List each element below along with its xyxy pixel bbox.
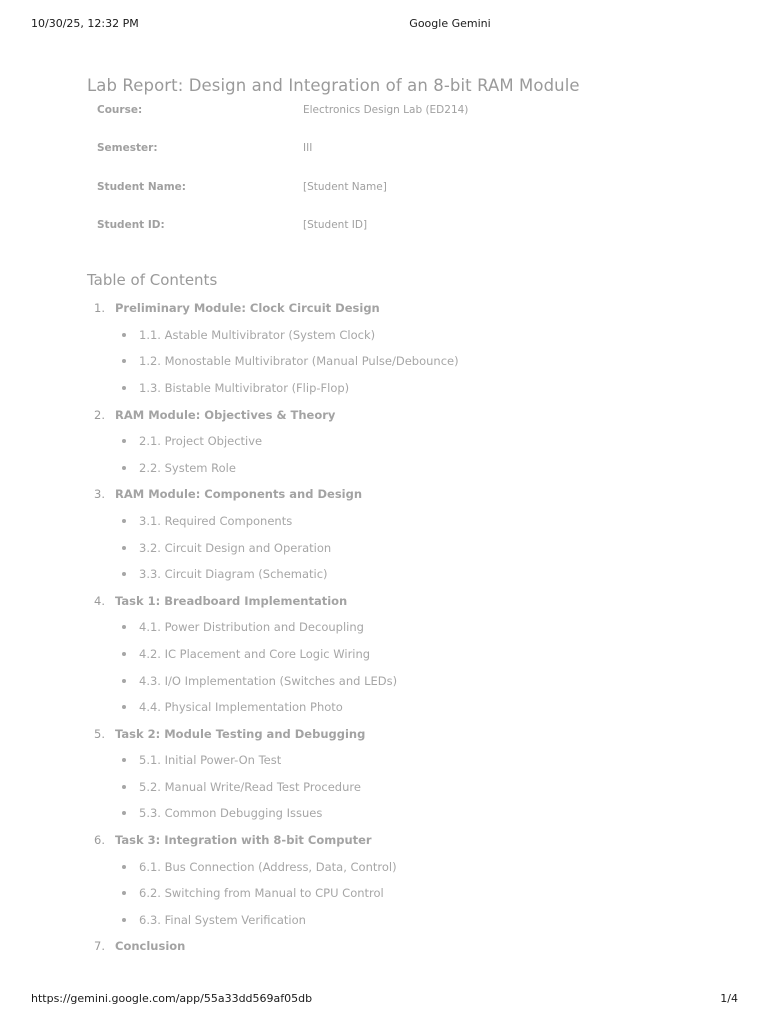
- toc-subitem: [115, 508, 727, 535]
- toc-number: 4.: [94, 593, 105, 608]
- meta-key: Student ID:: [97, 218, 165, 231]
- print-header: [0, 17, 768, 33]
- toc-subitem: [115, 561, 727, 588]
- bullet-icon: [122, 705, 126, 709]
- toc-section-label: Preliminary Module: Clock Circuit Design: [115, 301, 380, 316]
- document-title: Lab Report: Design and Integration of an 8-bit RAM Module: [87, 76, 580, 95]
- toc-subitem: [115, 854, 727, 881]
- toc-section-label: RAM Module: Objectives & Theory: [115, 407, 336, 422]
- meta-value: [Student ID]: [303, 218, 368, 231]
- meta-row-course: [97, 104, 468, 142]
- bullet-icon: [122, 439, 126, 443]
- toc-number: 5.: [94, 726, 105, 741]
- toc-subitem: [115, 907, 727, 934]
- toc-sublist: [115, 508, 727, 588]
- toc-subitem: [115, 455, 727, 482]
- toc-sublist: [115, 322, 727, 402]
- toc-sublist: [115, 854, 727, 934]
- toc-sublist: [115, 747, 727, 827]
- toc-subitem: [115, 800, 727, 827]
- bullet-icon: [122, 546, 126, 550]
- toc-item: [87, 721, 727, 827]
- toc-subitem-label: 6.1. Bus Connection (Address, Data, Control): [139, 859, 397, 874]
- toc-subitem: [115, 614, 727, 641]
- meta-value: III: [303, 142, 313, 155]
- toc-item: [87, 402, 727, 482]
- bullet-icon: [122, 758, 126, 762]
- report-meta-table: [97, 104, 468, 257]
- toc-number: 1.: [94, 301, 105, 316]
- toc-subitem-label: 1.1. Astable Multivibrator (System Clock): [139, 327, 376, 342]
- toc-subitem: [115, 348, 727, 375]
- bullet-icon: [122, 359, 126, 363]
- toc-subitem-label: 4.4. Physical Implementation Photo: [139, 700, 343, 715]
- meta-row-student-name: [97, 181, 468, 219]
- toc-item: [87, 933, 727, 960]
- meta-row-student-id: [97, 219, 468, 257]
- toc-section-label: Task 3: Integration with 8-bit Computer: [115, 833, 372, 848]
- toc-subitem-label: 5.2. Manual Write/Read Test Procedure: [139, 779, 361, 794]
- meta-key: Course:: [97, 104, 143, 116]
- bullet-icon: [122, 811, 126, 815]
- bullet-icon: [122, 652, 126, 656]
- toc-subitem-label: 3.2. Circuit Design and Operation: [139, 540, 332, 555]
- meta-row-semester: [97, 142, 468, 180]
- print-url: https://gemini.google.com/app/55a33dd569af05db: [31, 992, 313, 1005]
- toc-number: 3.: [94, 487, 105, 502]
- toc-subitem: [115, 322, 727, 349]
- toc-subitem: [115, 880, 727, 907]
- toc-number: 6.: [94, 833, 105, 848]
- toc-subitem: [115, 694, 727, 721]
- toc-item: [87, 588, 727, 721]
- toc-subitem-label: 4.3. I/O Implementation (Switches and LEDs): [139, 673, 398, 688]
- toc-item: [87, 827, 727, 933]
- toc-subitem: [115, 375, 727, 402]
- table-of-contents: [87, 295, 727, 960]
- toc-subitem: [115, 668, 727, 695]
- bullet-icon: [122, 625, 126, 629]
- toc-subitem-label: 6.3. Final System Verification: [139, 912, 306, 927]
- toc-subitem: [115, 774, 727, 801]
- toc-number: 2.: [94, 407, 105, 422]
- toc-subitem: [115, 428, 727, 455]
- meta-key: Student Name:: [97, 180, 186, 193]
- toc-subitem-label: 4.2. IC Placement and Core Logic Wiring: [139, 646, 371, 661]
- page-number: 1/4: [720, 992, 738, 1005]
- toc-item: [87, 295, 727, 401]
- meta-value: [Student Name]: [303, 180, 387, 193]
- bullet-icon: [122, 572, 126, 576]
- document-body: [87, 74, 727, 960]
- meta-key: Semester:: [97, 142, 158, 155]
- bullet-icon: [122, 865, 126, 869]
- bullet-icon: [122, 466, 126, 470]
- bullet-icon: [122, 891, 126, 895]
- toc-subitem-label: 4.1. Power Distribution and Decoupling: [139, 620, 364, 635]
- toc-subitem-label: 2.2. System Role: [139, 460, 236, 475]
- toc-subitem-label: 1.3. Bistable Multivibrator (Flip-Flop): [139, 380, 350, 395]
- print-page-title: Google Gemini: [409, 17, 491, 30]
- bullet-icon: [122, 918, 126, 922]
- toc-sublist: [115, 428, 727, 481]
- toc-subitem-label: 5.3. Common Debugging Issues: [139, 806, 323, 821]
- toc-section-label: Conclusion: [115, 939, 186, 954]
- toc-section-label: Task 1: Breadboard Implementation: [115, 593, 348, 608]
- toc-number: 7.: [94, 939, 105, 954]
- toc-heading: Table of Contents: [87, 271, 218, 290]
- toc-item: [87, 481, 727, 587]
- toc-section-label: RAM Module: Components and Design: [115, 487, 363, 502]
- bullet-icon: [122, 386, 126, 390]
- toc-subitem: [115, 641, 727, 668]
- print-datetime: 10/30/25, 12:32 PM: [31, 17, 139, 30]
- toc-subitem: [115, 747, 727, 774]
- bullet-icon: [122, 333, 126, 337]
- toc-section-label: Task 2: Module Testing and Debugging: [115, 726, 366, 741]
- toc-subitem-label: 3.3. Circuit Diagram (Schematic): [139, 567, 328, 582]
- toc-subitem-label: 3.1. Required Components: [139, 513, 293, 528]
- meta-value: Electronics Design Lab (ED214): [303, 104, 469, 116]
- bullet-icon: [122, 679, 126, 683]
- bullet-icon: [122, 785, 126, 789]
- toc-sublist: [115, 614, 727, 720]
- print-footer: [0, 992, 768, 1008]
- toc-subitem-label: 1.2. Monostable Multivibrator (Manual Pulse/Debounce): [139, 354, 459, 369]
- bullet-icon: [122, 519, 126, 523]
- toc-subitem-label: 2.1. Project Objective: [139, 434, 263, 449]
- toc-subitem-label: 5.1. Initial Power-On Test: [139, 753, 282, 768]
- toc-subitem-label: 6.2. Switching from Manual to CPU Control: [139, 886, 384, 901]
- toc-subitem: [115, 535, 727, 562]
